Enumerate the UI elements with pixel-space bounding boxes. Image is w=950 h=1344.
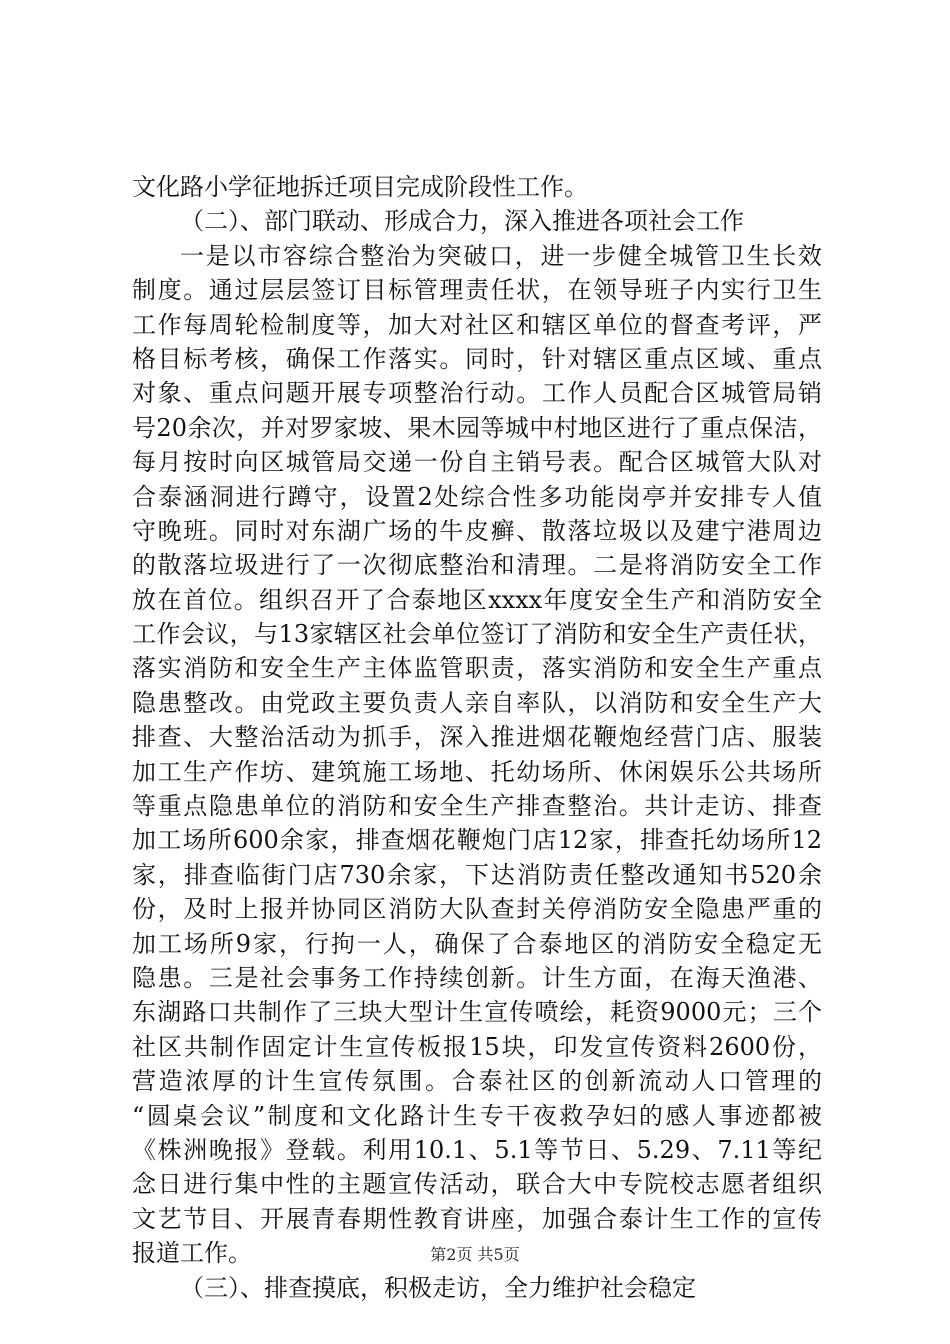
text-line: 排查、大整治活动为抓手，深入推进烟花鞭炮经营门店、服装 xyxy=(132,723,822,752)
text-line: 家，排查临街门店730余家，下达消防责任整改通知书520余 xyxy=(132,860,822,889)
text-line: 文艺节目、开展青春期性教育讲座，加强合泰计生工作的宣传 xyxy=(132,1204,822,1233)
text-line: 一是以市容综合整治为突破口，进一步健全城管卫生长效 xyxy=(180,241,822,270)
text-line: 文化路小学征地拆迁项目完成阶段性工作。 xyxy=(132,173,588,201)
text-line: 工作会议，与13家辖区社会单位签订了消防和安全生产责任状， xyxy=(132,620,822,649)
text-line: （三）、排查摸底，积极走访，全力维护社会稳定 xyxy=(180,1273,696,1302)
text-line: 念日进行集中性的主题宣传活动，联合大中专院校志愿者组织 xyxy=(132,1170,822,1199)
text-line: 东湖路口共制作了三块大型计生宣传喷绘，耗资9000元；三个 xyxy=(132,998,822,1027)
text-line: 每月按时向区城管局交递一份自主销号表。配合区城管大队对 xyxy=(132,448,822,477)
text-line: “圆桌会议”制度和文化路计生专干夜救孕妇的感人事迹都被 xyxy=(132,1101,822,1130)
text-line: 隐患。三是社会事务工作持续创新。计生方面，在海天渔港、 xyxy=(132,963,822,992)
text-line: 守晚班。同时对东湖广场的牛皮癣、散落垃圾以及建宁港周边 xyxy=(132,516,822,545)
text-line: 制度。通过层层签订目标管理责任状，在领导班子内实行卫生 xyxy=(132,276,822,305)
text-line: 合泰涵洞进行蹲守，设置2处综合性多功能岗亭并安排专人值 xyxy=(132,482,822,511)
text-line: 格目标考核，确保工作落实。同时，针对辖区重点区域、重点 xyxy=(132,344,822,373)
text-line: （二）、部门联动、形成合力，深入推进各项社会工作 xyxy=(180,207,744,236)
text-line: 号20余次，并对罗家坡、果木园等城中村地区进行了重点保洁， xyxy=(132,413,822,442)
text-line: 加工场所600余家，排查烟花鞭炮门店12家，排查托幼场所12 xyxy=(132,826,822,855)
text-line: 放在首位。组织召开了合泰地区xxxx年度安全生产和消防安全 xyxy=(132,585,822,614)
text-line: 《株洲晚报》登载。利用10.1、5.1等节日、5.29、7.11等纪 xyxy=(132,1135,822,1164)
text-line: 等重点隐患单位的消防和安全生产排查整治。共计走访、排查 xyxy=(132,792,822,821)
text-line: 工作每周轮检制度等，加大对社区和辖区单位的督查考评，严 xyxy=(132,310,822,339)
text-line: 份，及时上报并协同区消防大队查封关停消防安全隐患严重的 xyxy=(132,895,822,924)
text-line: 营造浓厚的计生宣传氛围。合泰社区的创新流动人口管理的 xyxy=(132,1067,822,1096)
text-line: 报道工作。 xyxy=(132,1239,252,1268)
text-line: 加工场所9家，行拘一人，确保了合泰地区的消防安全稳定无 xyxy=(132,929,822,958)
text-line: 的散落垃圾进行了一次彻底整治和清理。二是将消防安全工作 xyxy=(132,551,822,580)
text-line: 落实消防和安全生产主体监管职责，落实消防和安全生产重点 xyxy=(132,654,822,683)
text-line: 加工生产作坊、建筑施工场地、托幼场所、休闲娱乐公共场所 xyxy=(132,757,822,786)
text-line: 隐患整改。由党政主要负责人亲自率队，以消防和安全生产大 xyxy=(132,688,822,717)
document-body xyxy=(132,170,822,1305)
text-line: 对象、重点问题开展专项整治行动。工作人员配合区城管局销 xyxy=(132,379,822,408)
page-footer: 第2页 共5页 xyxy=(430,1245,520,1264)
text-line: 社区共制作固定计生宣传板报15块，印发宣传资料2600份， xyxy=(132,1032,822,1061)
